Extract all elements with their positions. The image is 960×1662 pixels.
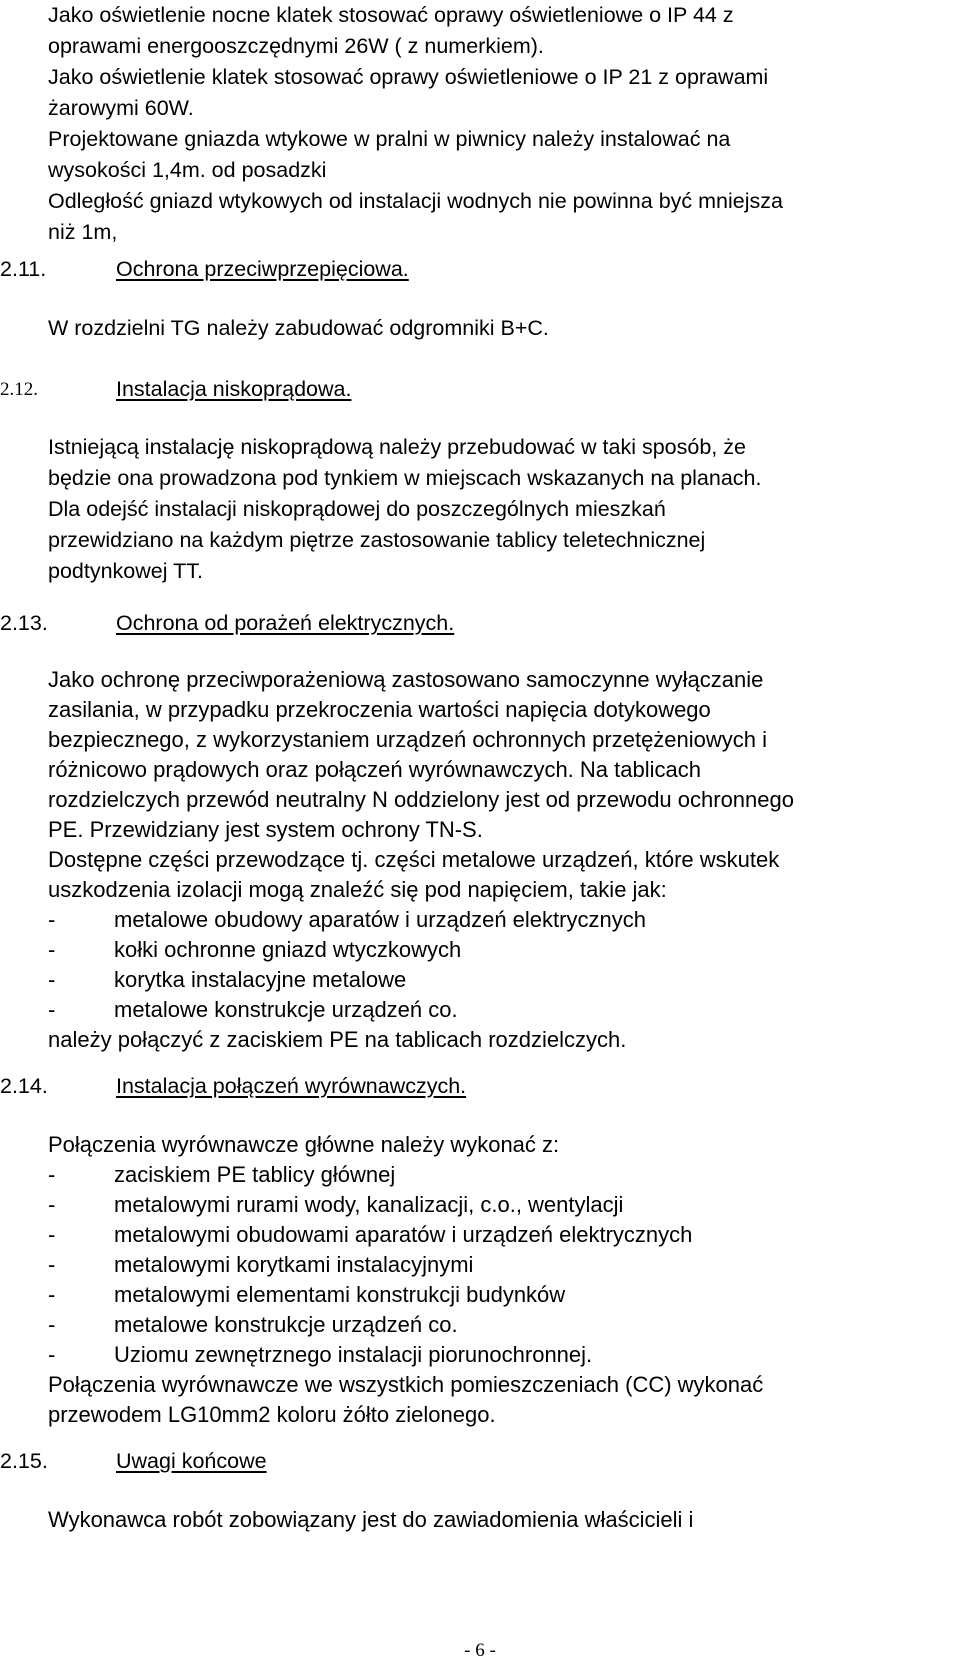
- list-item: - metalowymi obudowami aparatów i urządzeń elektrycznych: [48, 1220, 763, 1250]
- section-body-2-11: [48, 313, 549, 344]
- body-line: Dostępne części przewodzące tj. części metalowe urządzeń, które wskutek: [48, 847, 780, 872]
- dash-bullet: -: [48, 907, 56, 932]
- list-item: - metalowe obudowy aparatów i urządzeń elektrycznych: [48, 905, 794, 935]
- section-number: 2.13.: [0, 611, 48, 635]
- body-line: rozdzielczych przewód neutralny N oddzielony jest od przewodu ochronnego: [48, 787, 794, 812]
- section-number: 2.12.: [0, 379, 38, 400]
- body-line: podtynkowej TT.: [48, 559, 203, 583]
- intro-line: żarowymi 60W.: [48, 96, 194, 120]
- intro-line: niż 1m,: [48, 220, 118, 244]
- body-line: bezpiecznego, z wykorzystaniem urządzeń ochronnych przetężeniowych i: [48, 727, 768, 752]
- section-body-2-15: [48, 1505, 693, 1535]
- list-item: - metalowe konstrukcje urządzeń co.: [48, 995, 794, 1025]
- body-line: różnicowo prądowych oraz połączeń wyrównawczych. Na tablicach: [48, 757, 701, 782]
- section-number: 2.11.: [0, 257, 47, 281]
- dash-bullet: -: [48, 937, 56, 962]
- dash-bullet: -: [48, 1282, 56, 1307]
- dash-bullet: -: [48, 967, 56, 992]
- list-item: - zaciskiem PE tablicy głównej: [48, 1160, 763, 1190]
- dash-bullet: -: [48, 1252, 56, 1277]
- section-number: 2.14.: [0, 1074, 48, 1098]
- body-line: Połączenia wyrównawcze główne należy wykonać z:: [48, 1132, 560, 1157]
- body-line: Połączenia wyrównawcze we wszystkich pomieszczeniach (CC) wykonać: [48, 1372, 764, 1397]
- page-number: - 6 -: [464, 1640, 496, 1661]
- dash-bullet: -: [48, 1192, 56, 1217]
- dash-bullet: -: [48, 1222, 56, 1247]
- body-line: PE. Przewidziany jest system ochrony TN-S.: [48, 817, 483, 842]
- body-line: zasilania, w przypadku przekroczenia wartości napięcia dotykowego: [48, 697, 711, 722]
- body-line: przewidziano na każdym piętrze zastosowanie tablicy teletechnicznej: [48, 528, 706, 552]
- section-title: Instalacja niskoprądowa.: [116, 377, 352, 401]
- intro-line: Odległość gniazd wtykowych od instalacji wodnych nie powinna być mniejsza: [48, 189, 783, 213]
- dash-bullet: -: [48, 1342, 56, 1367]
- list-item: - korytka instalacyjne metalowe: [48, 965, 794, 995]
- intro-paragraph: [48, 0, 783, 248]
- body-line: należy połączyć z zaciskiem PE na tablicach rozdzielczych.: [48, 1027, 627, 1052]
- list-item: - metalowymi elementami konstrukcji budynków: [48, 1280, 763, 1310]
- section-title: Instalacja połączeń wyrównawczych.: [116, 1074, 467, 1098]
- section-body-2-13: [48, 665, 794, 1055]
- body-line: uszkodzenia izolacji mogą znaleźć się pod napięciem, takie jak:: [48, 877, 667, 902]
- body-line: Jako ochronę przeciwporażeniową zastosowano samoczynne wyłączanie: [48, 667, 764, 692]
- list-item: - metalowe konstrukcje urządzeń co.: [48, 1310, 763, 1340]
- list-item: - metalowymi korytkami instalacyjnymi: [48, 1250, 763, 1280]
- intro-line: oprawami energooszczędnymi 26W ( z numerkiem).: [48, 34, 544, 58]
- body-line: przewodem LG10mm2 koloru żółto zielonego.: [48, 1402, 496, 1427]
- section-title: Ochrona od porażeń elektrycznych.: [116, 611, 455, 635]
- body-line: W rozdzielni TG należy zabudować odgromniki B+C.: [48, 316, 549, 340]
- section-body-2-12: [48, 432, 762, 587]
- section-title: Ochrona przeciwprzepięciowa.: [116, 257, 409, 281]
- intro-line: wysokości 1,4m. od posadzki: [48, 158, 327, 182]
- body-line: Dla odejść instalacji niskoprądowej do poszczególnych mieszkań: [48, 497, 666, 521]
- list-item: - kołki ochronne gniazd wtyczkowych: [48, 935, 794, 965]
- body-line: Istniejącą instalację niskoprądową należy przebudować w taki sposób, że: [48, 435, 746, 459]
- section-number: 2.15.: [0, 1449, 48, 1473]
- body-line: Wykonawca robót zobowiązany jest do zawiadomienia właścicieli i: [48, 1507, 694, 1532]
- dash-bullet: -: [48, 1162, 56, 1187]
- dash-bullet: -: [48, 997, 56, 1022]
- section-title: Uwagi końcowe: [116, 1449, 267, 1473]
- section-body-2-14: [48, 1130, 763, 1430]
- body-line: będzie ona prowadzona pod tynkiem w miejscach wskazanych na planach.: [48, 466, 762, 490]
- list-item: - Uziomu zewnętrznego instalacji piorunochronnej.: [48, 1340, 763, 1370]
- intro-line: Jako oświetlenie nocne klatek stosować oprawy oświetleniowe o IP 44 z: [48, 3, 734, 27]
- dash-bullet: -: [48, 1312, 56, 1337]
- intro-line: Jako oświetlenie klatek stosować oprawy oświetleniowe o IP 21 z oprawami: [48, 65, 769, 89]
- intro-line: Projektowane gniazda wtykowe w pralni w piwnicy należy instalować na: [48, 127, 731, 151]
- list-item: - metalowymi rurami wody, kanalizacji, c.o., wentylacji: [48, 1190, 763, 1220]
